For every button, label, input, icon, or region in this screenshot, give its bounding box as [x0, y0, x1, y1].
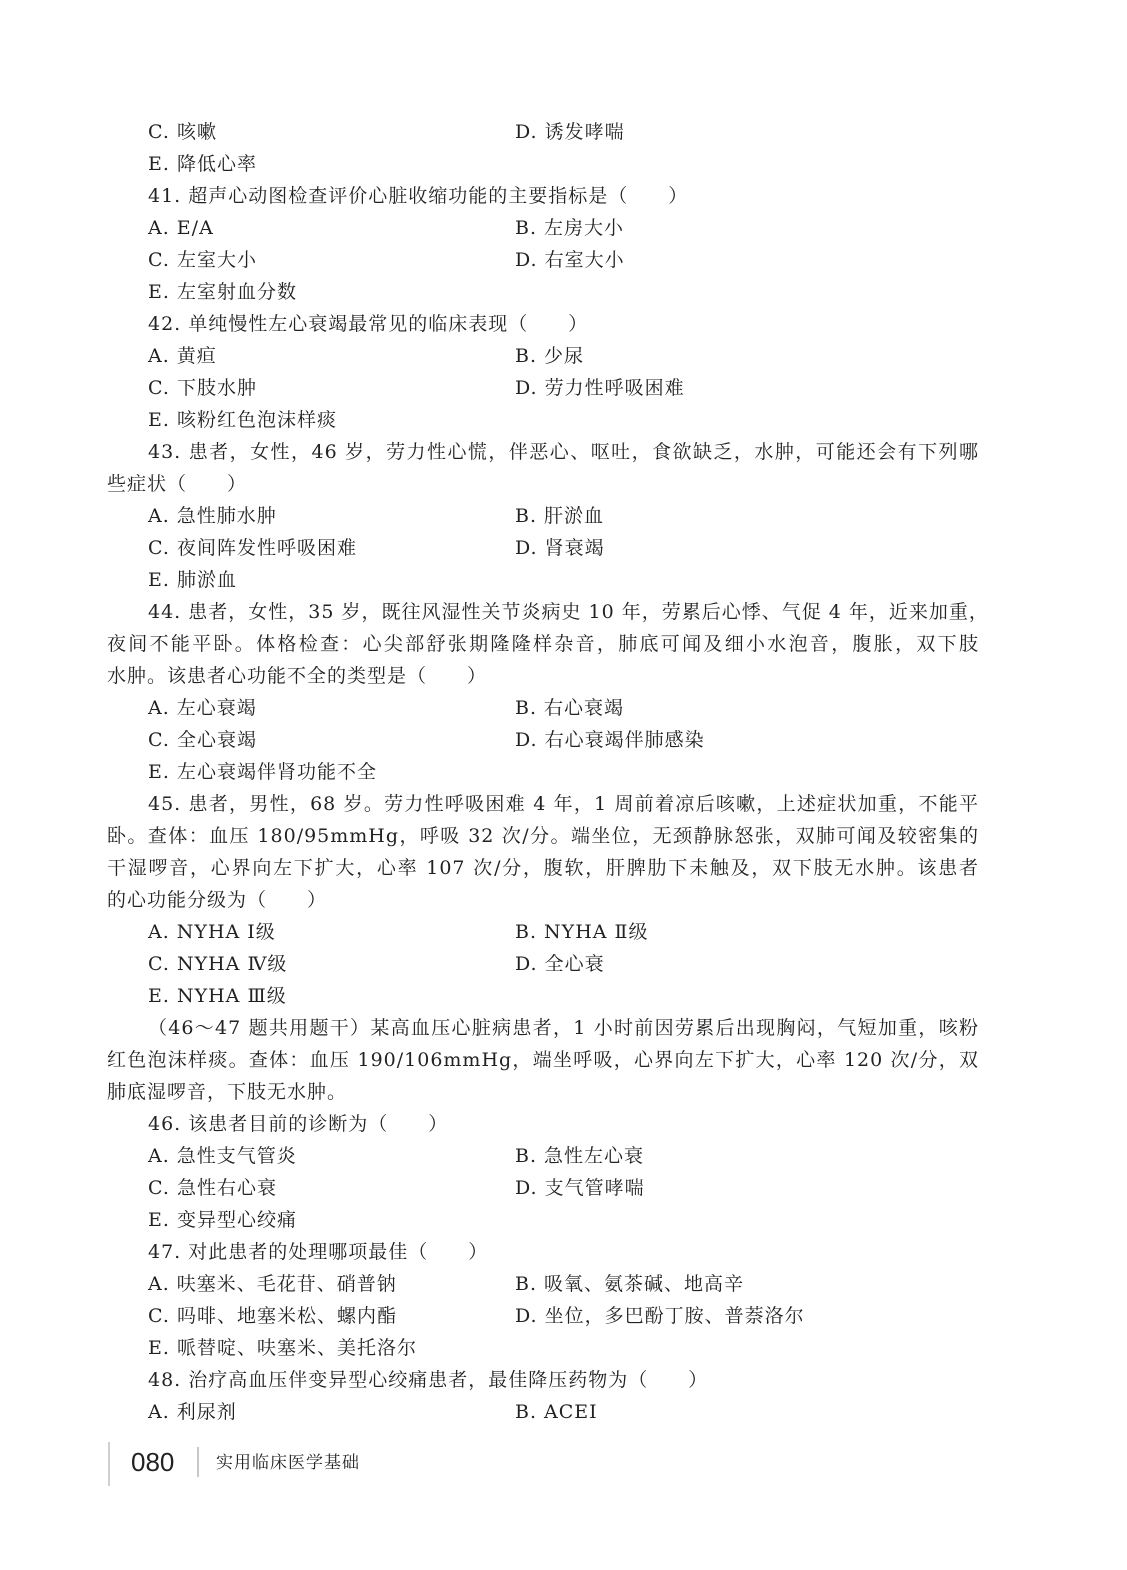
question-41: 41. 超声心动图检查评价心脏收缩功能的主要指标是（ ） — [148, 185, 689, 207]
option-42-e: E. 咳粉红色泡沫样痰 — [148, 409, 337, 431]
option-44-c: C. 全心衰竭 — [148, 729, 257, 751]
option-47-e: E. 哌替啶、呋塞米、美托洛尔 — [148, 1337, 417, 1359]
option-45-c: C. NYHA Ⅳ级 — [148, 953, 288, 975]
question-44-line-2: 夜间不能平卧。体格检查：心尖部舒张期隆隆样杂音，肺底可闻及细小水泡音，腹胀，双下肢 — [107, 633, 979, 655]
option-45-d: D. 全心衰 — [515, 953, 605, 975]
option-43-a: A. 急性肺水肿 — [148, 505, 277, 527]
question-48: 48. 治疗高血压伴变异型心绞痛患者，最佳降压药物为（ ） — [148, 1369, 709, 1391]
option-41-e: E. 左室射血分数 — [148, 281, 297, 303]
running-footer-title: 实用临床医学基础 — [216, 1453, 360, 1472]
option-42-c: C. 下肢水肿 — [148, 377, 257, 399]
option-42-d: D. 劳力性呼吸困难 — [515, 377, 685, 399]
question-42: 42. 单纯慢性左心衰竭最常见的临床表现（ ） — [148, 313, 589, 335]
option-41-b: B. 左房大小 — [515, 217, 625, 239]
option-46-c: C. 急性右心衰 — [148, 1177, 277, 1199]
footer-separator — [197, 1447, 199, 1477]
option-46-d: D. 支气管哮喘 — [515, 1177, 645, 1199]
option-47-a: A. 呋塞米、毛花苷、硝普钠 — [148, 1273, 397, 1295]
question-45-line-4: 的心功能分级为（ ） — [107, 889, 328, 911]
option-44-e: E. 左心衰竭伴肾功能不全 — [148, 761, 377, 783]
option-47-d: D. 坐位，多巴酚丁胺、普萘洛尔 — [515, 1305, 805, 1327]
question-45-line-3: 干湿啰音，心界向左下扩大，心率 107 次/分，腹软，肝脾肋下未触及，双下肢无水肿。该患者 — [107, 857, 979, 879]
option-40-c: C. 咳嗽 — [148, 121, 217, 143]
question-47: 47. 对此患者的处理哪项最佳（ ） — [148, 1241, 489, 1263]
shared-stem-line-3: 肺底湿啰音，下肢无水肿。 — [107, 1081, 348, 1103]
option-47-c: C. 吗啡、地塞米松、螺内酯 — [148, 1305, 397, 1327]
footer-left-rule — [108, 1442, 110, 1486]
option-45-b: B. NYHA Ⅱ级 — [515, 921, 649, 943]
option-46-a: A. 急性支气管炎 — [148, 1145, 297, 1167]
shared-stem-line-1: （46～47 题共用题干）某高血压心脏病患者，1 小时前因劳累后出现胸闷，气短加重，咳粉 — [148, 1017, 979, 1039]
option-44-b: B. 右心衰竭 — [515, 697, 625, 719]
option-47-b: B. 吸氧、氨茶碱、地高辛 — [515, 1273, 745, 1295]
option-40-e: E. 降低心率 — [148, 153, 257, 175]
option-43-d: D. 肾衰竭 — [515, 537, 605, 559]
option-42-a: A. 黄疸 — [148, 345, 217, 367]
option-43-e: E. 肺淤血 — [148, 569, 237, 591]
option-42-b: B. 少尿 — [515, 345, 585, 367]
page-number: 080 — [131, 1447, 175, 1477]
question-43-line-2: 些症状（ ） — [107, 473, 248, 495]
option-46-b: B. 急性左心衰 — [515, 1145, 645, 1167]
option-43-b: B. 肝淤血 — [515, 505, 605, 527]
question-46: 46. 该患者目前的诊断为（ ） — [148, 1113, 449, 1135]
question-43-line-1: 43. 患者，女性，46 岁，劳力性心慌，伴恶心、呕吐，食欲缺乏，水肿，可能还会有下列哪 — [148, 441, 979, 463]
option-40-d: D. 诱发哮喘 — [515, 121, 625, 143]
option-44-a: A. 左心衰竭 — [148, 697, 257, 719]
option-45-e: E. NYHA Ⅲ级 — [148, 985, 287, 1007]
option-48-a: A. 利尿剂 — [148, 1401, 237, 1423]
option-46-e: E. 变异型心绞痛 — [148, 1209, 297, 1231]
option-43-c: C. 夜间阵发性呼吸困难 — [148, 537, 357, 559]
question-44-line-3: 水肿。该患者心功能不全的类型是（ ） — [107, 665, 488, 687]
option-41-a: A. E/A — [148, 217, 214, 239]
option-41-c: C. 左室大小 — [148, 249, 257, 271]
option-44-d: D. 右心衰竭伴肺感染 — [515, 729, 705, 751]
question-45-line-2: 卧。查体：血压 180/95mmHg，呼吸 32 次/分。端坐位，无颈静脉怒张，双肺可闻及较密集的 — [107, 825, 979, 847]
shared-stem-line-2: 红色泡沫样痰。查体：血压 190/106mmHg，端坐呼吸，心界向左下扩大，心率 120 次/分，双 — [107, 1049, 979, 1071]
option-48-b: B. ACEI — [515, 1401, 598, 1423]
option-41-d: D. 右室大小 — [515, 249, 625, 271]
question-45-line-1: 45. 患者，男性，68 岁。劳力性呼吸困难 4 年，1 周前着凉后咳嗽，上述症状加重，不能平 — [148, 793, 979, 815]
question-44-line-1: 44. 患者，女性，35 岁，既往风湿性关节炎病史 10 年，劳累后心悸、气促 4 年，近来加重， — [148, 601, 989, 623]
option-45-a: A. NYHA Ⅰ级 — [148, 921, 276, 943]
